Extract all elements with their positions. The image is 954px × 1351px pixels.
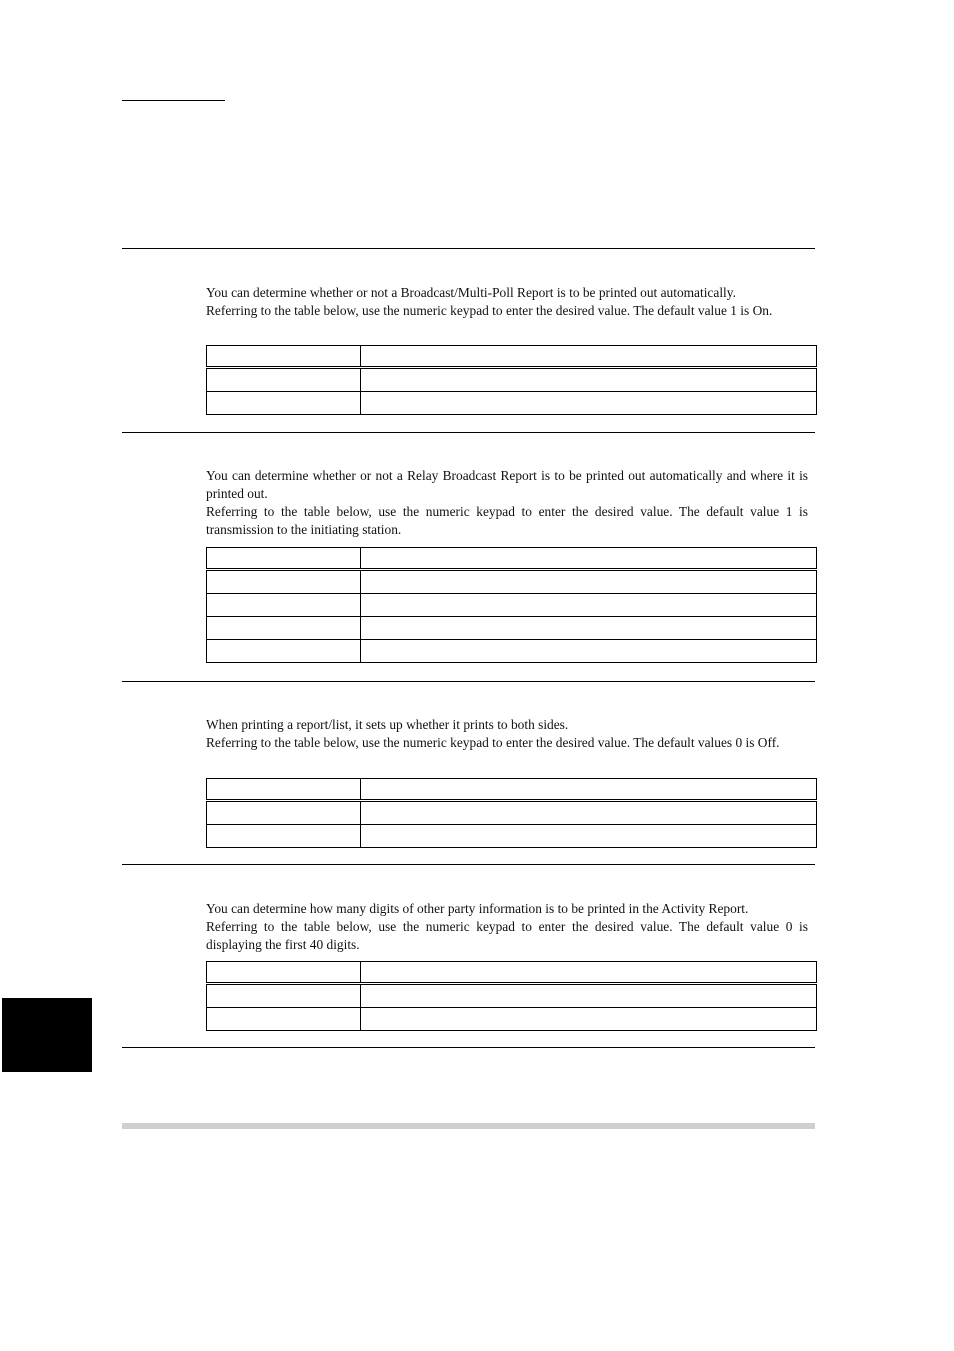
table-row xyxy=(207,368,817,392)
table-row xyxy=(207,801,817,825)
table-row xyxy=(207,825,817,848)
table-cell xyxy=(361,368,817,392)
settings-table xyxy=(206,961,817,1031)
table-cell xyxy=(361,617,817,640)
section-description xyxy=(206,284,808,320)
table-cell xyxy=(361,640,817,663)
table-header-row xyxy=(207,962,817,984)
table-row xyxy=(207,392,817,415)
table-row xyxy=(207,594,817,617)
section-divider xyxy=(122,432,815,433)
table-cell xyxy=(361,801,817,825)
table-cell xyxy=(361,594,817,617)
table-cell xyxy=(207,801,361,825)
description-line: Referring to the table below, use the numeric keypad to enter the desired value. The default value 1 is transmission to the initiating station. xyxy=(206,504,808,537)
table-cell xyxy=(361,962,817,984)
table-cell xyxy=(207,962,361,984)
footer-bar xyxy=(122,1123,815,1129)
table-cell xyxy=(361,392,817,415)
table-cell xyxy=(361,1008,817,1031)
table-cell xyxy=(207,548,361,570)
table-row xyxy=(207,984,817,1008)
description-line: You can determine whether or not a Broadcast/Multi-Poll Report is to be printed out automatically. xyxy=(206,285,736,300)
section-description xyxy=(206,716,808,752)
header-rule xyxy=(122,100,225,101)
table-cell xyxy=(207,640,361,663)
table-cell xyxy=(207,368,361,392)
settings-table xyxy=(206,345,817,415)
table-cell xyxy=(361,779,817,801)
table-cell xyxy=(207,392,361,415)
settings-table xyxy=(206,547,817,663)
table-row xyxy=(207,640,817,663)
table-header-row xyxy=(207,779,817,801)
table-row xyxy=(207,1008,817,1031)
table-cell xyxy=(361,825,817,848)
table-header-row xyxy=(207,346,817,368)
description-line: You can determine how many digits of other party information is to be printed in the Activity Report. xyxy=(206,901,749,916)
table-cell xyxy=(207,594,361,617)
section-description xyxy=(206,467,808,539)
description-line: When printing a report/list, it sets up whether it prints to both sides. xyxy=(206,717,569,732)
table-cell xyxy=(207,617,361,640)
description-line: You can determine whether or not a Relay Broadcast Report is to be printed out automatically and where it is printed out. xyxy=(206,468,808,501)
table-cell xyxy=(207,346,361,368)
table-cell xyxy=(361,984,817,1008)
section-divider xyxy=(122,1047,815,1048)
table-cell xyxy=(207,779,361,801)
chapter-tab xyxy=(2,998,92,1072)
description-line: Referring to the table below, use the numeric keypad to enter the desired value. The default value 1 is On. xyxy=(206,303,773,318)
table-cell xyxy=(207,570,361,594)
section-divider xyxy=(122,681,815,682)
table-cell xyxy=(361,570,817,594)
table-header-row xyxy=(207,548,817,570)
table-cell xyxy=(361,346,817,368)
section-divider xyxy=(122,864,815,865)
table-cell xyxy=(207,984,361,1008)
table-cell xyxy=(207,825,361,848)
description-line: Referring to the table below, use the numeric keypad to enter the desired value. The default value 0 is displaying the first 40 digits. xyxy=(206,919,808,952)
table-row xyxy=(207,617,817,640)
description-line: Referring to the table below, use the numeric keypad to enter the desired value. The default values 0 is Off. xyxy=(206,735,780,750)
section-divider xyxy=(122,248,815,249)
settings-table xyxy=(206,778,817,848)
section-description xyxy=(206,900,808,954)
table-cell xyxy=(361,548,817,570)
table-cell xyxy=(207,1008,361,1031)
table-row xyxy=(207,570,817,594)
